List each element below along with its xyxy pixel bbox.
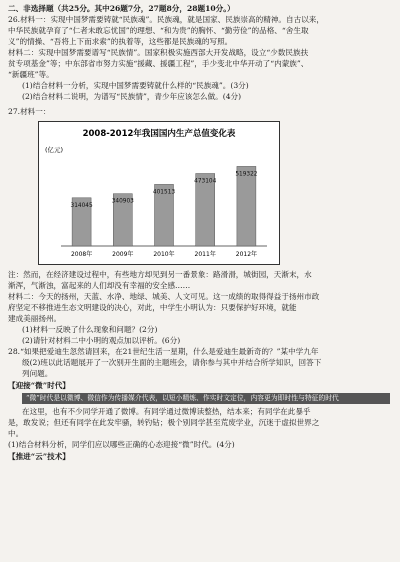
chart-ylabel: (亿元) <box>45 146 64 154</box>
chart-title: 2008-2012年我国国内生产总值变化表 <box>82 129 236 139</box>
q28-line: 列问题。 <box>22 369 53 378</box>
q28-banner: “微”时代是以微博、微信作为传播媒介代表，以短小精炼、作实时文定位，内容更为即时性与特征的时代 <box>22 393 390 404</box>
q28-paragraph: 是，敢发说；但还有同学在此发牢骚，转钓钻；极个别同学甚至荒废学业，沉迷于虚拟世界之 <box>8 418 320 427</box>
x-tick-label: 2011年 <box>194 251 216 258</box>
q26-line: 贫专项基金”等；中东部省市努力实施“援藏、援疆工程”，手少变北中华开动了“内蒙族”、 <box>8 59 309 68</box>
bar-value-label: 401513 <box>152 189 176 196</box>
x-tick-label: 2010年 <box>153 251 175 258</box>
section-title: 二、非选择题（共25分。其中26题7分，27题8分，28题10分。） <box>8 4 235 13</box>
q27-note: 注：然而，在经济建设过程中，有些地方却见到另一番景象：路滑滑，城街园，天渐末，水 <box>8 270 312 279</box>
q26-line: 26.材料一：实现中国梦需要铸就“民族魂”。民族魂，就是国家、民族崇高的精神。自古以来， <box>8 15 324 24</box>
q27-sub1: (1)材料一反映了什么现象和问题？(2分) <box>22 325 158 334</box>
x-tick-label: 2008年 <box>70 251 93 258</box>
q27-note: 渐浑，气渐浊，富起来的人们却没有幸福的安全感…… <box>8 281 191 290</box>
q28-paragraph: 在这里，也有不少同学开通了微博。有同学通过微博读整热，结本来；有同学在此暴乎 <box>22 407 311 416</box>
q28-line: 28.“如果把爱迪生忽然请回来，在21世纪生活一星期，什么是爱迪生最新奇的？”某中学九年 <box>8 347 319 356</box>
q28-sub1: (1)结合材料分析，同学们应以哪些正确的心态迎接“微”时代。(4分) <box>8 440 235 449</box>
q28-line: 级(2)班以此话题展开了一次别开生面的主题班会，请你参与其中并结合所学知识，回答下 <box>22 358 322 367</box>
bar-value-label: 314045 <box>70 202 93 209</box>
q28-paragraph: 中。 <box>8 429 24 438</box>
q27-material2: 府坚定不移推进生态文明建设的决心，对此，中学生小明认为：只要保护好环境，就能 <box>8 303 297 312</box>
q27-material2: 材料二：今天的扬州，天蓝、水净、地绿、城美、人文可见。这一成绩的取得得益于扬州市政 <box>8 292 320 301</box>
q26-line: 材料二：实现中国梦需要谱写“民族情”。国家积极实施西部大开发战略，设立“少数民族扶 <box>8 48 309 57</box>
q27-label: 27.材料一： <box>8 107 51 116</box>
q26-line: 中华民族就孕育了“仁者未敢忘忧国”的理想、“和为贵”的胸怀、“勤劳俭”的品格、“舍生取 <box>8 26 309 35</box>
chart-svg <box>39 122 279 264</box>
q28-heading-cloud: 【推进“云”技术】 <box>8 452 70 461</box>
q26-line: 义”的情操、“吾将上下而求索”的执着等，这些都是民族魂的写照。 <box>8 37 233 46</box>
q26-sub1: (1)结合材料一分析，实现中国梦需要铸就什么样的“民族魂”。(3分) <box>22 81 249 90</box>
q27-material2: 建成美丽扬州。 <box>8 314 62 323</box>
q26-sub2: (2)结合材料二说明，为谱写“民族情”，青少年应该怎么做。(4分) <box>22 92 242 101</box>
bar-value-label: 519322 <box>235 171 258 178</box>
gdp-bar-chart <box>38 121 280 265</box>
q26-line: “新疆班”等。 <box>8 70 54 79</box>
q27-sub2: (2)请针对材料二中小明的观点加以评析。(6分) <box>22 336 181 345</box>
x-tick-label: 2012年 <box>235 251 258 258</box>
x-tick-label: 2009年 <box>112 251 134 258</box>
q28-heading-micro: 【迎接“微”时代】 <box>8 381 70 390</box>
bar-value-label: 473104 <box>194 178 217 185</box>
bar-value-label: 340903 <box>111 198 134 205</box>
bar-2012年 <box>237 166 256 246</box>
